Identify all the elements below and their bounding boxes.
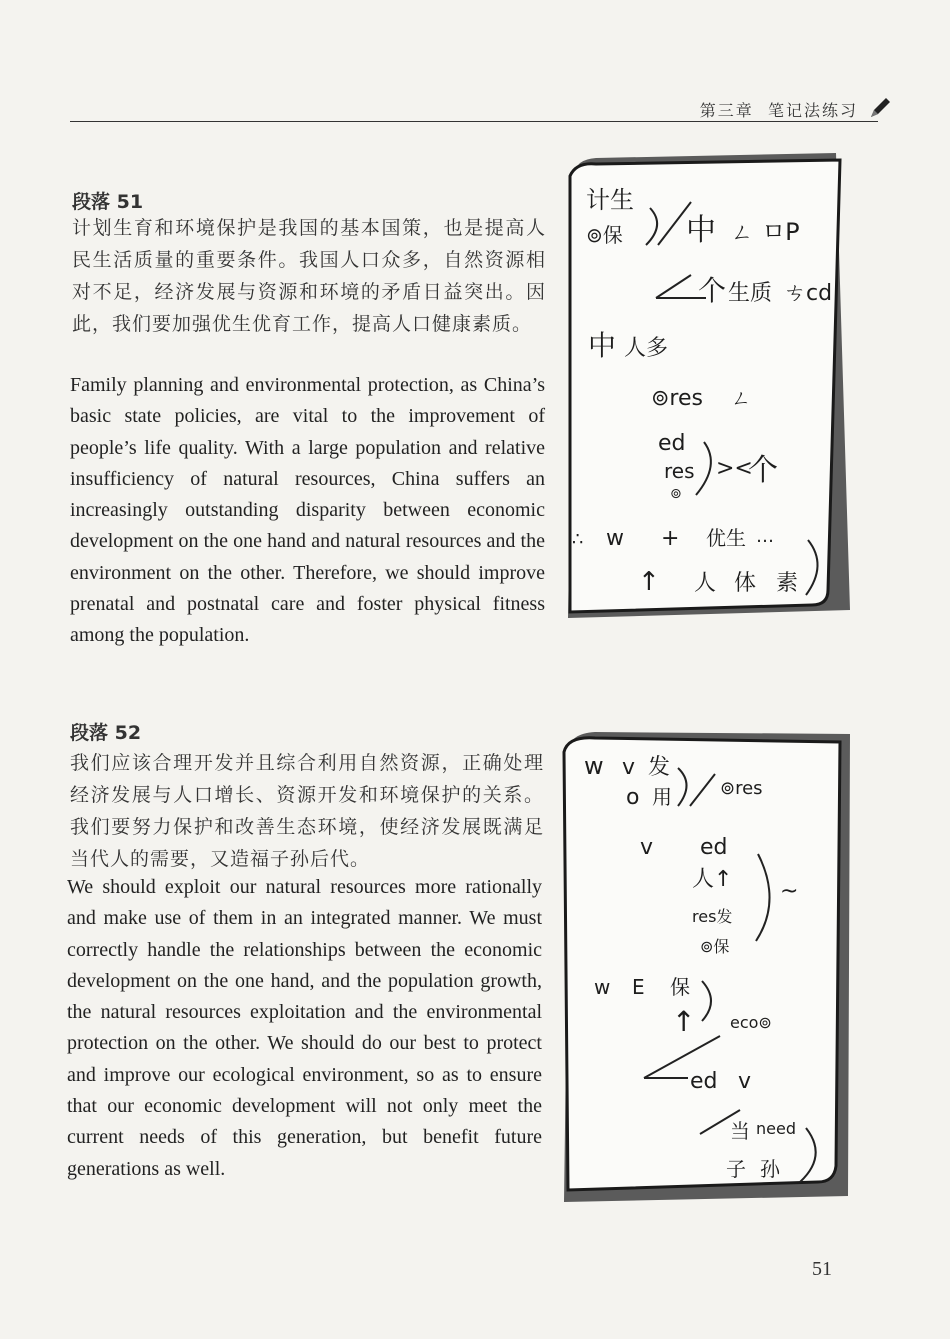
note-text: >< [716,456,753,481]
note-text: eco⊚ [730,1013,772,1032]
note-text: res发 [692,907,733,926]
header-rule [70,121,878,122]
notes-card [566,150,850,625]
note-text: 子 [726,1157,746,1181]
page-number: 51 [812,1258,832,1280]
note-text: 计生 [586,186,634,214]
english-paragraph: We should exploit our natural resources more rationally and make use of them in an integrated manner. We must correctly handle the relationships between the economic development on the one hand, and the population growth, the natural resources exploitation and the environmental protection on the other. We should do our best to protect and improve our ecological environment, so as to ensure that our economic development will not only meet the current needs of this generation, but benefit future generations as well. [67,876,542,1180]
note-text: 个 [748,453,778,488]
note-text: ㄥ [731,221,754,246]
running-header [700,98,858,121]
note-text: + [661,526,680,551]
note-text: 个 [698,274,727,307]
note-text: ↑ [672,1005,696,1038]
chinese-paragraph: 我们应该合理开发并且综合利用自然资源，正确处理经济发展与人口增长、资源开发和环境保护的关系。我们要努力保护和改善生态环境，使经济发展既满足当代人的需要，又造福子孙后代。 [70,752,544,870]
note-text: w [584,752,604,780]
note-text: ⊚ [670,486,682,502]
note-text: res [664,459,695,483]
section-heading: 段落 52 [70,722,142,744]
note-text: ↑ [638,567,660,597]
chinese-paragraph: 计划生育和环境保护是我国的基本国策，也是提高人民生活质量的重要条件。我国人口众多，自然资源相对不足，经济发展与资源和环境的矛盾日益突出。因此，我们要加强优生优育工作，提高人口健康素质。 [72,217,546,335]
note-text: 体 [734,571,757,596]
note-text: 优生 [706,526,746,550]
note-text: E [632,975,645,999]
note-text: 中 [588,329,617,362]
english-paragraph: Family planning and environmental protection, as China’s basic state policies, are vital to the improvement of people’s life quality. With a large population and relative insufficiency of natural resources, China suffers an increasingly outstanding disparity between economic development on the one hand and natural resources and the environment on the other. Therefore, we should improve prenatal and postnatal care and foster physical fitness among the population. [70,374,545,647]
note-text: ⊚res [720,778,763,799]
note-text: ⊚保 [586,223,623,247]
pencil-icon [868,96,892,120]
note-text: 中 [686,213,716,248]
chapter-label: 第三章 [699,101,754,120]
note-text: ㅁP [762,218,800,246]
note-text: 人↑ [692,867,733,892]
note-text: v [622,755,636,780]
note-text: 当 [730,1119,750,1143]
note-text: 孙 [760,1157,780,1181]
note-text: 保 [670,975,690,999]
note-text: ⊚res [651,386,703,411]
note-text: 素 [776,571,799,596]
note-text: 人 [694,571,717,596]
note-text: ~ [780,879,799,904]
note-text: 生质 [728,281,773,306]
note-text: o [626,785,640,810]
note-text: ∴ [572,529,584,550]
note-text: 用 [652,785,672,809]
note-text: need [756,1119,796,1138]
chapter-title: 笔记法练习 [767,101,858,120]
note-text: 人多 [624,336,669,361]
note-text: … [756,526,774,547]
notes-card [560,726,852,1206]
note-text: v [738,1069,752,1094]
note-text: ed [690,1069,718,1094]
note-text: w [606,526,624,551]
section-heading: 段落 51 [72,191,144,213]
note-text: w [594,975,611,999]
note-text: ed [658,431,686,456]
note-text: v [640,835,654,860]
note-text: ㄥ [731,386,751,410]
note-text: ⊚保 [700,937,730,956]
note-text: ㄘcd [784,281,833,306]
note-text: ed [700,835,728,860]
note-text: 发 [648,755,671,780]
